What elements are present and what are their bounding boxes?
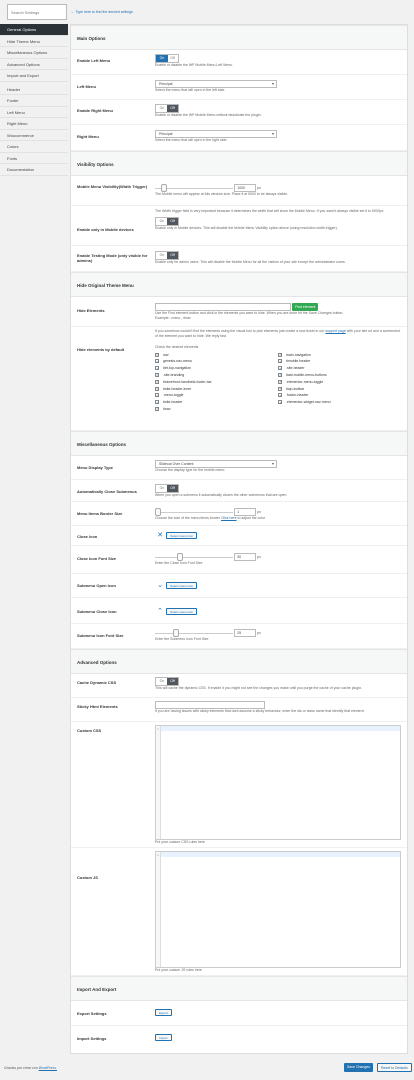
section-main-options: Main Options	[71, 25, 407, 50]
checkbox-item[interactable]: ✓ #mobile-header	[278, 359, 401, 364]
settings-panel	[70, 24, 408, 1054]
row-hide-by-default	[71, 327, 407, 431]
row-export	[71, 1001, 407, 1026]
testing-mode-toggle[interactable]: On Off	[155, 251, 179, 260]
row-enable-right-menu	[71, 100, 407, 125]
submenu-font-label: Submenu Icon Font Size	[77, 633, 124, 638]
custom-css-editor[interactable]: 1	[155, 725, 401, 840]
hide-by-default-desc: Check the desired elements	[155, 345, 199, 349]
row-close-icon-size: Close Icon Font Size 30 px Enter the Close Icon Font Size	[71, 546, 407, 574]
sidebar-item-advanced[interactable]: Advanced Options	[0, 59, 68, 71]
import-label: Import Settings	[77, 1036, 107, 1041]
display-type-label: Menu Display Type	[77, 465, 113, 470]
testing-mode-desc: Enable only for admin users. This will disable the Mobile Menu for all the visitors of your site except the administrator users.	[155, 260, 346, 264]
hide-elements-desc: Use the Find element button and click in the elements you want to hide. When you are done hit the Save Changes button.	[155, 311, 344, 315]
export-label: Export Settings	[77, 1011, 107, 1016]
section-hide-original-menu: Hide Original Theme Menu	[71, 272, 407, 297]
select-submenu-close-icon-button[interactable]: Select menu icon	[166, 608, 197, 615]
select-close-icon-button[interactable]: Select menu icon	[166, 532, 197, 539]
mobile-only-note: The Width trigger field is very important because it determines the width that will show the Mobile Menu. If you want it always visible set it to 5000px	[155, 209, 384, 213]
custom-js-label: Custom JS	[77, 875, 98, 880]
sidebar-item-right-menu[interactable]: Right Menu	[0, 118, 68, 130]
mobile-only-label: Enable only in Mobile devices	[77, 227, 134, 232]
cache-css-toggle[interactable]: On Off	[155, 677, 179, 686]
row-custom-css	[71, 722, 407, 848]
sidebar-item-left-menu[interactable]: Left Menu	[0, 107, 68, 119]
row-close-icon	[71, 526, 407, 546]
row-custom-js	[71, 848, 407, 976]
sidebar-item-colors[interactable]: Colors	[0, 141, 68, 153]
sticky-elements-input[interactable]	[155, 701, 265, 709]
border-size-input[interactable]: 1	[234, 508, 256, 516]
section-advanced-options: Advanced Options	[71, 649, 407, 674]
border-size-label: Menu Items Border Size	[77, 511, 123, 516]
enable-left-menu-desc: Enable or disable the WP Mobile Menu Left Menu.	[155, 63, 233, 67]
row-testing-mode	[71, 246, 407, 272]
display-type-select[interactable]: Slideout Over Content ▾	[155, 460, 277, 468]
chevron-up-icon: ⌃	[157, 608, 163, 615]
cache-css-desc: This will cache the dynamic CSS. If enable it you might not see the changes you make until you purge the cache of your cache plugin.	[155, 686, 363, 690]
row-width-trigger: Mobile Menu Visibility(Width Trigger) 1000 px The Mobile menu will appear at this window size. Place it at 5000 to be always visible.	[71, 176, 407, 206]
submenu-font-desc: Enter the Submenu Icon Font Size	[155, 637, 209, 641]
row-import	[71, 1026, 407, 1051]
mobile-only-desc: Enable only in Mobile devices. This will disable the Mobile Menu Visibility option above (using resolution width trigger).	[155, 226, 338, 230]
sidebar	[0, 24, 68, 214]
row-submenu-icon-size: Submenu Icon Font Size 25 px Enter the Submenu Icon Font Size	[71, 624, 407, 649]
cache-css-label: Cache Dynamic CSS	[77, 680, 117, 685]
width-trigger-desc: The Mobile menu will appear at this window size. Place it at 5000 to be always visible.	[155, 192, 289, 196]
checkbox-item[interactable]: ✓ .elementor-menu-toggle	[278, 379, 401, 384]
enable-right-menu-label: Enable Right Menu	[77, 108, 113, 113]
support-page-link[interactable]: support page	[325, 329, 346, 333]
left-menu-select[interactable]: Principal ▾	[155, 80, 277, 88]
row-mobile-only	[71, 206, 407, 246]
submenu-close-label: Submenu Close Icon	[77, 609, 117, 614]
sidebar-item-miscellaneous[interactable]: Miscellaneous Options	[0, 47, 68, 59]
left-menu-label: Left Menu	[77, 84, 96, 89]
submenu-font-slider[interactable]	[155, 629, 233, 637]
right-menu-desc: Select the menu that will open in the right side.	[155, 138, 228, 142]
footer	[0, 1058, 414, 1080]
row-display-type	[71, 456, 407, 480]
section-visibility-options: Visibility Options	[71, 151, 407, 176]
right-menu-select[interactable]: Principal ▾	[155, 130, 277, 138]
row-cache-css	[71, 674, 407, 698]
width-trigger-slider[interactable]	[155, 184, 233, 192]
checkbox-item[interactable]: ✓ .fusion-header	[278, 393, 401, 398]
checkbox-item[interactable]: ✓ #site-header	[155, 399, 278, 404]
custom-js-desc: Put your custom JS rules here	[155, 968, 202, 972]
top-bar	[0, 0, 414, 24]
export-button[interactable]: Export	[155, 1009, 172, 1016]
save-changes-button[interactable]: Save Changes	[344, 1063, 373, 1072]
help-text: If you somehow couldn't find the elements using the visual tool to pick elements just create a new ticket in our support page with your site url and a screenshot of the element you want to hide. We reply fast.	[155, 329, 400, 338]
section-import-export: Import And Export	[71, 976, 407, 1001]
sidebar-item-woocommerce[interactable]: Woocommerce	[0, 130, 68, 142]
mobile-only-toggle[interactable]: On Off	[155, 217, 179, 226]
enable-right-menu-desc: Enable or disable the WP Mobile Menu without deactivate the plugin.	[155, 113, 262, 117]
section-miscellaneous-options: Miscellaneous Options	[71, 431, 407, 456]
sidebar-item-fonts[interactable]: Fonts	[0, 153, 68, 165]
row-border-size: Menu Items Border Size 1 px Choose the size of the menu items border Click here to adjust the color	[71, 502, 407, 526]
border-size-desc: Choose the size of the menu items border Click here to adjust the color	[155, 516, 266, 520]
auto-close-desc: When you open a submenu it automatically closes the other submenus that are open.	[155, 493, 288, 497]
close-font-desc: Enter the Close Icon Font Size	[155, 561, 203, 565]
sidebar-item-general-options[interactable]: General Options	[0, 24, 68, 36]
close-icon-label: Close Icon	[77, 534, 98, 539]
find-element-button[interactable]: Find element	[292, 303, 318, 311]
border-size-slider[interactable]	[155, 508, 233, 516]
enable-left-menu-toggle[interactable]: On Off	[155, 54, 179, 63]
checkbox-item[interactable]: ✓ .elementor-widget-nav-menu	[278, 399, 401, 404]
sticky-elements-desc: If you are having issues with sticky elements that dont assume a sticky behaviour, enter the ids or class name that identify that element.	[155, 709, 365, 713]
checkbox-item[interactable]: ✓ .site-header	[278, 366, 401, 371]
sidebar-item-import-export[interactable]: Import and Export	[0, 70, 68, 82]
checkbox-item[interactable]: ✓ genesis-nav-menu	[155, 359, 278, 364]
enable-left-menu-label: Enable Left Menu	[77, 58, 111, 63]
checkbox-item[interactable]: ✓ #et-top-navigation	[155, 366, 278, 371]
footer-thanks: Gracias por crear con WordPress.	[4, 1066, 57, 1070]
wordpress-link[interactable]: WordPress.	[38, 1066, 57, 1070]
custom-css-desc: Put your custom CSS rules here	[155, 840, 205, 844]
adjust-color-link[interactable]: Click here	[220, 516, 237, 520]
row-submenu-open-icon	[71, 574, 407, 598]
hide-elements-example: Example: .menu , #nav	[155, 316, 191, 320]
display-type-desc: Choose the display type for the mobile menu.	[155, 468, 226, 472]
checkbox-item[interactable]: ✓ .site-branding	[155, 372, 278, 377]
hide-elements-label: Hide Elements	[77, 308, 105, 313]
checkbox-item[interactable]: ✓ #site-header-inner	[155, 386, 278, 391]
submenu-font-input[interactable]: 25	[234, 629, 256, 637]
auto-close-label: Automatically Close Submenus	[77, 489, 137, 494]
checkbox-item[interactable]: ✓ nav	[155, 352, 278, 357]
row-hide-elements	[71, 297, 407, 327]
testing-mode-label: Enable Testing Mode (only visible for admins)	[77, 253, 148, 263]
checkbox-item[interactable]: ✓ main-navigation	[278, 352, 401, 357]
search-settings-input[interactable]: Search Settings	[7, 4, 67, 20]
sidebar-item-documentation[interactable]: Documentation	[0, 164, 68, 176]
row-right-menu	[71, 125, 407, 151]
chevron-down-icon: ⌄	[157, 582, 163, 589]
search-hint: ← Type here to find the desired settings	[71, 10, 133, 14]
custom-css-label: Custom CSS	[77, 728, 102, 733]
checkbox-item[interactable]: ✓ #storefront-handheld-footer-bar	[155, 379, 278, 384]
reset-defaults-button[interactable]: Reset to Defaults	[377, 1063, 412, 1072]
sticky-elements-label: Sticky Html Elements	[77, 704, 118, 709]
checkbox-item[interactable]: ✓ #wp-toolbar	[278, 386, 401, 391]
custom-js-editor[interactable]: 1	[155, 851, 401, 968]
checkbox-item[interactable]: ✓ .menu-toggle	[155, 393, 278, 398]
sidebar-item-footer[interactable]: Footer	[0, 95, 68, 107]
submenu-open-label: Submenu Open Icon	[77, 583, 116, 588]
checkbox-item[interactable]: ✓ #nav	[155, 406, 278, 411]
auto-close-toggle[interactable]: On Off	[155, 484, 179, 493]
row-sticky-elements	[71, 698, 407, 722]
close-font-slider[interactable]	[155, 553, 233, 561]
sidebar-item-hide-theme-menu[interactable]: Hide Theme Menu	[0, 36, 68, 48]
checkbox-item[interactable]: ✓ #ast-mobile-menu-buttons	[278, 372, 401, 377]
import-button[interactable]: Import	[155, 1034, 172, 1041]
row-auto-close-submenus	[71, 480, 407, 502]
row-left-menu	[71, 75, 407, 100]
width-trigger-label: Mobile Menu Visibility(Width Trigger)	[77, 184, 148, 189]
hide-by-default-label: Hide elements by default	[77, 347, 125, 352]
close-font-input[interactable]: 30	[234, 553, 256, 561]
close-icon: ✕	[157, 532, 163, 539]
width-trigger-input[interactable]: 1000	[234, 184, 256, 192]
enable-right-menu-toggle[interactable]: On Off	[155, 104, 179, 113]
right-menu-label: Right Menu	[77, 134, 99, 139]
close-font-label: Close Icon Font Size	[77, 556, 117, 561]
hide-elements-checklist	[155, 352, 401, 411]
select-open-icon-button[interactable]: Select menu icon	[166, 582, 197, 589]
left-menu-desc: Select the menu that will open in the left side.	[155, 88, 226, 92]
row-submenu-close-icon	[71, 598, 407, 624]
sidebar-item-header[interactable]: Header	[0, 84, 68, 96]
hide-elements-input[interactable]	[155, 303, 291, 311]
row-enable-left-menu	[71, 50, 407, 75]
